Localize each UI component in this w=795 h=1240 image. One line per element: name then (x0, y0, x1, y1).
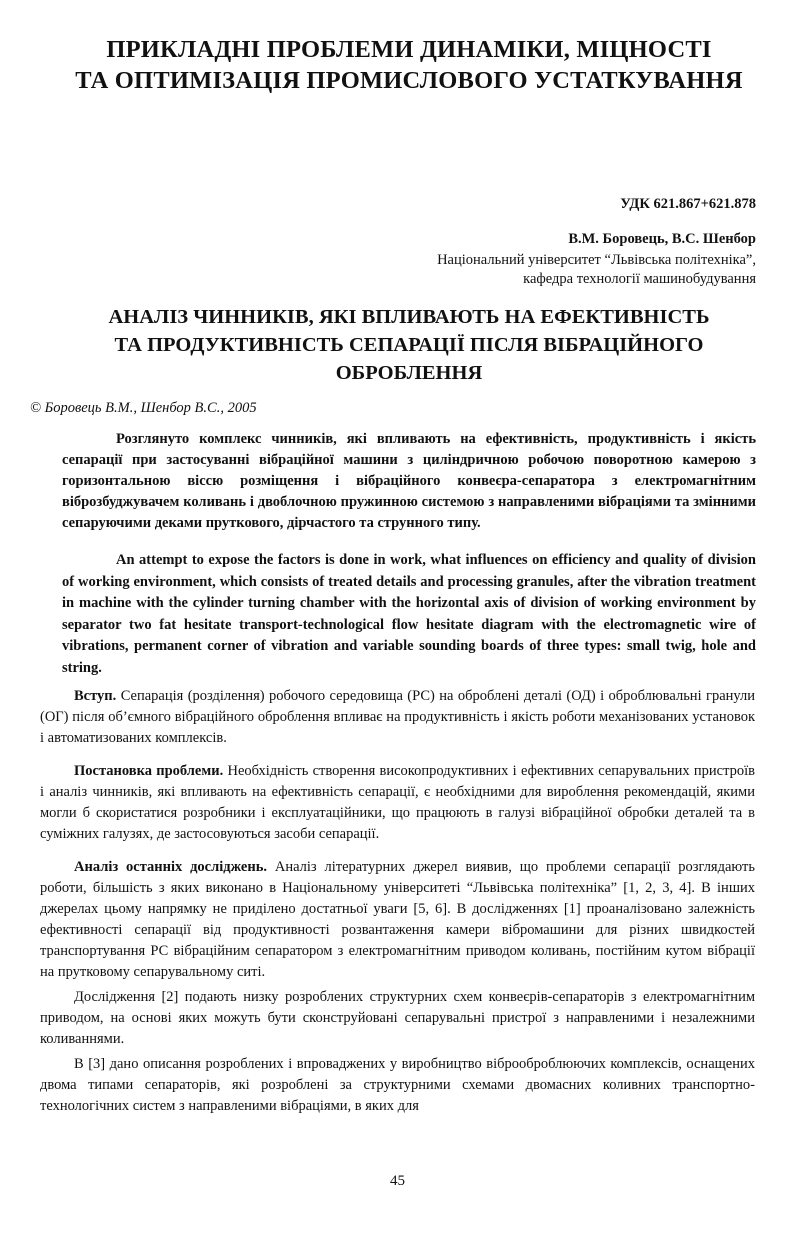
article-title-line-3: ОБРОБЛЕННЯ (335, 362, 483, 384)
abstract-english: An attempt to expose the factors is done in work, what influences on efficiency and quality of division of working environment, which consists of treated details and processing granules, after the vibration treatment in machine with the cylinder turning chamber with the horizontal axis of division of working environment by separator two fat hesitate transport-technological flow hesitate diagram with the electromagnetic wire of vibrations, permanent corner of vibration and variable sounding boards of three types: small twig, hole and string. (62, 552, 756, 676)
problem-statement-text: Необхідність створення високопродуктивних і ефективних сепарувальних пристроїв і аналіз чинників, які впливають на ефективність сепарації, є необхідними для вироблення рекомендацій, якими могли б скористатися розробники і експлуатаційники, що працюють в галузі вібраційної обробки деталей та в суміжних галузях, де застосовуються засоби сепарації. (40, 763, 755, 842)
literature-analysis-text: Аналіз літературних джерел виявив, що проблеми сепарації розглядають роботи, більшість з яких виконано в Національному університеті “Львівська політехніка” [1, 2, 3, 4]. В інших джерелах цьому напрямку не приділено достатньої уваги [5, 6]. В дослідженнях [1] проаналізовано залежність ефективності сепарації від продуктивності розвантаження камери вібромашини для різних швидкостей транспортування РС вібраційним сепаратором з електромагнітним приводом коливань, постійним кутом вібрації на прутковому сепарувальному ситі. (40, 859, 756, 980)
body-text (40, 686, 755, 1121)
authors: В.М. Боровець, В.С. Шенбор (568, 231, 756, 247)
page-content (30, 34, 756, 679)
affiliation-line-2: кафедра технології машинобудування (523, 271, 756, 287)
paragraph-research-3: В [3] дано описання розроблених і впроваджених у виробництво віброоброблюючих комплексів, оснащених двома типами сепараторів, які розроблені за структурними схемами двомасних коливних транспортно-технологічних систем з направленими вібраціями, в яких для (40, 1056, 755, 1114)
affiliation (62, 251, 756, 289)
copyright-notice: © Боровець В.М., Шенбор В.С., 2005 (30, 400, 257, 416)
series-title-line-1: ПРИКЛАДНІ ПРОБЛЕМИ ДИНАМІКИ, МІЦНОСТІ (106, 36, 712, 63)
introduction-text: Сепарація (розділення) робочого середовища (РС) на оброблені деталі (ОД) і оброблювальні гранули (ОГ) після об’ємного вібраційного оброблення впливає на продуктивність і якість роботи механізованих установок і автоматизованих комплексів. (40, 688, 755, 746)
series-title (62, 34, 756, 96)
article-title (62, 303, 756, 387)
abstract-ukrainian: Розглянуто комплекс чинників, які впливають на ефективність, продуктивність і якість сепарації при застосуванні вібраційної машини з циліндричною робочою поворотною камерою з горизонтальною віссю розміщення і вібраційного конвеєра-сепаратора з електромагнітним віброзбуджувачем коливань і двоблочною пружинною системою з направленими вібраціями та змінними сепаруючими деками пруткового, дірчастого та струнного типу. (62, 431, 756, 531)
affiliation-line-1: Національний університет “Львівська політехніка”, (437, 252, 756, 268)
heading-introduction: Вступ. (74, 688, 117, 704)
paragraph-research-2: Дослідження [2] подають низку розроблених структурних схем конвеєрів-сепараторів з електромагнітним приводом, на основі яких можуть бути сконструйовані сепарувальні пристрої з направленими і незалежними коливаннями. (40, 989, 755, 1047)
article-title-line-2: ТА ПРОДУКТИВНІСТЬ СЕПАРАЦІЇ ПІСЛЯ ВІБРАЦІЙНОГО (114, 334, 704, 356)
paragraph-introduction (40, 686, 755, 749)
udc-code: УДК 621.867+621.878 (620, 196, 756, 212)
paragraph-problem-statement (40, 761, 755, 845)
article-title-line-1: АНАЛІЗ ЧИННИКІВ, ЯКІ ВПЛИВАЮТЬ НА ЕФЕКТИВНІСТЬ (108, 306, 710, 328)
page-number: 45 (390, 1173, 405, 1189)
heading-literature-analysis: Аналіз останніх досліджень. (74, 859, 268, 875)
series-title-line-2: ТА ОПТИМІЗАЦІЯ ПРОМИСЛОВОГО УСТАТКУВАННЯ (75, 67, 743, 94)
heading-problem-statement: Постановка проблеми. (74, 763, 224, 779)
paragraph-literature-analysis (40, 857, 755, 983)
